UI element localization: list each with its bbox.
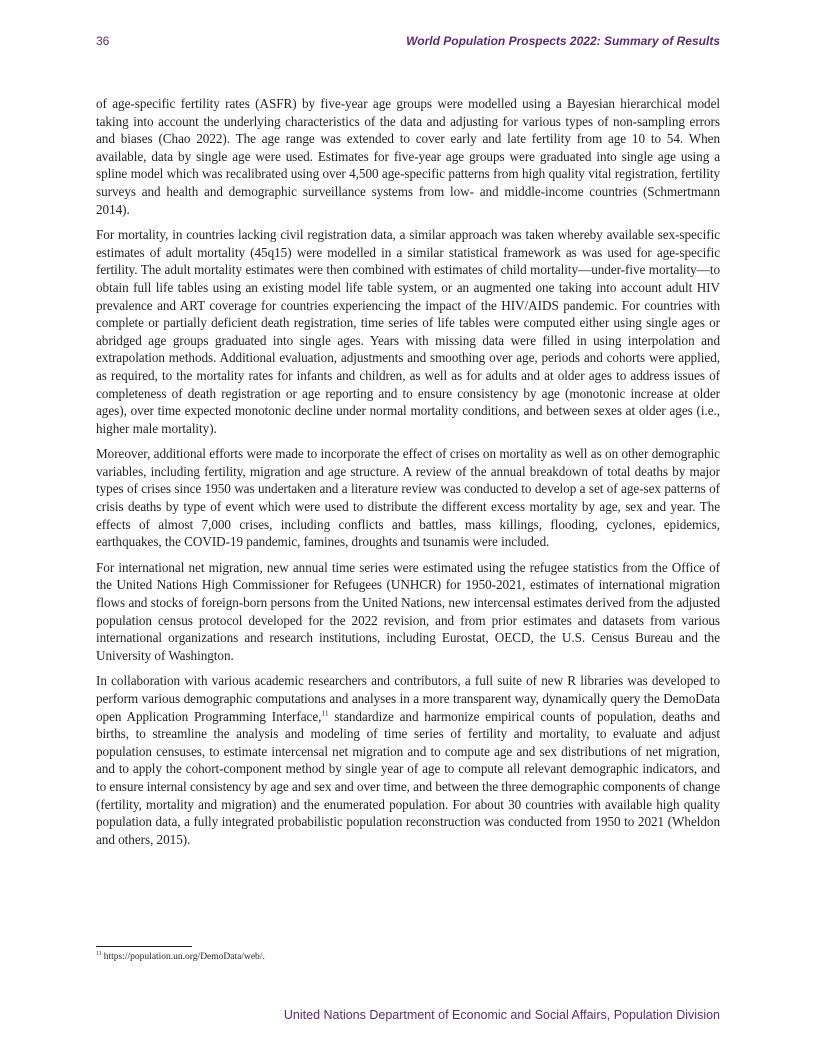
paragraph-migration: For international net migration, new annual time series were estimated using the refugee statistics from the Office of the United Nations High Commissioner for Refugees (UNHCR) for 1950-2021, estimates of international migration flows and stocks of foreign-born persons from the United Nations, new intercensal estimates derived from the adjusted population census protocol developed for the 2022 revision, and from prior estimates and datasets from various international organizations and research institutions, including Eurostat, OECD, the U.S. Census Bureau and the University of Washington. bbox=[96, 559, 720, 663]
footnote-divider bbox=[96, 946, 192, 947]
paragraph-r-libraries-part2: standardize and harmonize empirical counts of population, deaths and births, to streamline the analysis and modeling of time series of fertility and mortality, to evaluate and adjust population censuses, to estimate intercensal net migration and to compute age and sex distributions of net migration, and to apply the cohort-component method by single year of age to compute all relevant demographic indicators, and to ensure internal consistency by age and sex and over time, and between the three demographic components of change (fertility, mortality and migration) and the enumerated population. For about 30 countries with available high quality population data, a fully integrated probabilistic population reconstruction was conducted from 1950 to 2021 (Wheldon and others, 2015). bbox=[96, 708, 721, 847]
footnote bbox=[96, 951, 720, 963]
paragraph-asfr: of age-specific fertility rates (ASFR) by five-year age groups were modelled using a Bayesian hierarchical model taking into account the underlying characteristics of the data and adjusting for various types of non-sampling errors and biases (Chao 2022). The age range was extended to cover early and late fertility from age 10 to 54. When available, data by single age were used. Estimates for five-year age groups were graduated into single age using a spline model which was recalibrated using over 4,500 age-specific patterns from high quality vital registration, fertility surveys and health and demographic surveillance systems from low- and middle-income countries (Schmertmann 2014). bbox=[96, 96, 720, 217]
page-header bbox=[96, 34, 720, 50]
paragraph-mortality: For mortality, in countries lacking civil registration data, a similar approach was taken whereby available sex-specific estimates of adult mortality (45q15) were modelled in a similar statistical framework as was used for age-specific fertility. The adult mortality estimates were then combined with estimates of child mortality—under-five mortality—to obtain full life tables using an existing model life table system, or an augmented one taking into account adult HIV prevalence and ART coverage for countries experiencing the impact of the HIV/AIDS pandemic. For countries with complete or partially deficient death registration, time series of life tables were computed either using single ages or abridged age groups graduated into single ages. Years with missing data were filled in using interpolation and extrapolation methods. Additional evaluation, adjustments and smoothing over age, periods and cohorts were applied, as required, to the mortality rates for infants and children, as well as for adults and at older ages to address issues of completeness of death registration or age reporting and to ensure consistency by age (monotonic increase at older ages), over time expected monotonic decline under normal mortality conditions, and between sexes at older ages (i.e., higher male mortality). bbox=[96, 227, 720, 436]
footnote-link[interactable]: https://population.un.org/DemoData/web/. bbox=[103, 952, 265, 962]
footnote-mark: 11 bbox=[96, 950, 102, 957]
paragraph-r-libraries-part1: In collaboration with various academic researchers and contributors, a full suite of new R libraries was developed to perform various demographic computations and analyses in a more transparent way, dynamically query the DemoData open Application Programming Interface, bbox=[96, 673, 720, 724]
page-footer: United Nations Department of Economic and Social Affairs, Population Division bbox=[283, 1008, 720, 1022]
paragraph-crises: Moreover, additional efforts were made to incorporate the effect of crises on mortality as well as on other demographic variables, including fertility, migration and age structure. A review of the annual breakdown of total deaths by major types of crises since 1950 was undertaken and a literature review was conducted to develop a set of age-sex patterns of crisis deaths by type of event which were used to distribute the different excess mortality by age, sex and year. The effects of almost 7,000 crises, including conflicts and battles, mass killings, flooding, cyclones, epidemics, earthquakes, the COVID-19 pandemic, famines, droughts and tsunamis were included. bbox=[96, 446, 720, 550]
running-title: World Population Prospects 2022: Summary of Results bbox=[406, 34, 720, 48]
footnote-reference[interactable]: 11 bbox=[321, 708, 329, 718]
body-text bbox=[96, 95, 720, 856]
paragraph-r-libraries bbox=[96, 672, 720, 848]
page-number: 36 bbox=[96, 34, 110, 48]
